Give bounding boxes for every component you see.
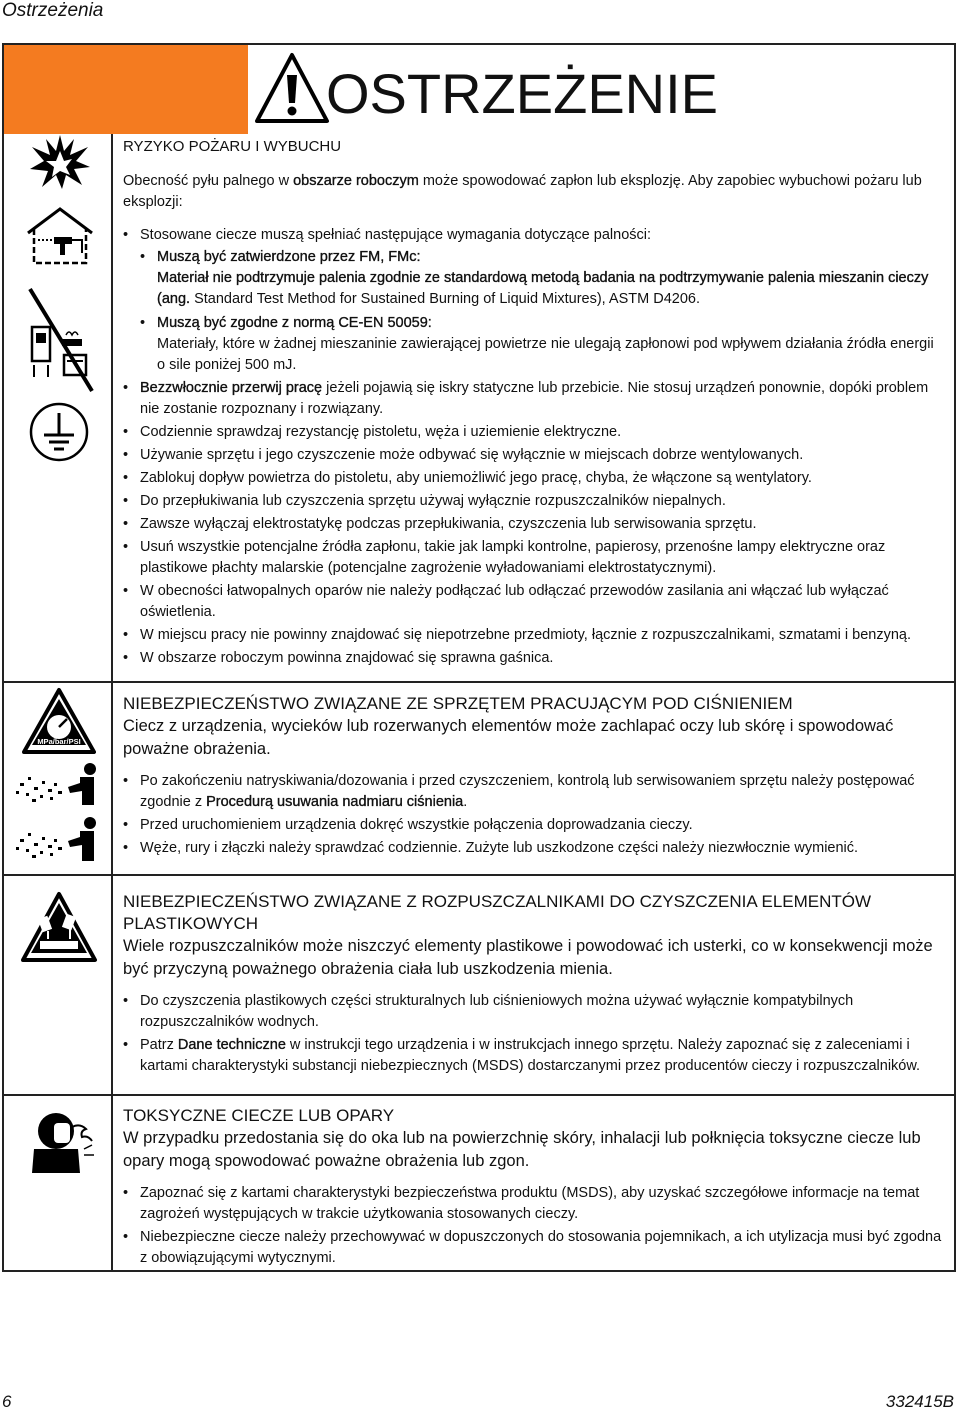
pressure-heading: NIEBEZPIECZEŃSTWO ZWIĄZANE ZE SPRZĘTEM PRACUJĄCYM POD CIŚNIENIEM [123,694,793,713]
solvent-list [123,991,943,1077]
sublist-title: • Muszą być zatwierdzone przez FM, FMc: [157,249,421,265]
toxic-list [123,1183,943,1269]
fire-section [123,137,943,671]
document-number: 332415B [885,1392,954,1411]
toxic-fumes-icon [24,1109,96,1175]
list-item [140,247,943,310]
list-item: • Zablokuj dopływ powietrza do pistoletu, aby uniemożliwić jego pracę, chyba, że włączone są wentylatory. [123,468,943,489]
corrosive-icon [20,891,98,963]
list-item: • Zapoznać się z kartami charakterystyki bezpieczeństwa produktu (MSDS), aby uzyskać szczegółowe informacje na temat zagrożeń występujących w trakcie użytkowania stosowanych cieczy. [123,1183,943,1225]
sublist-title: • Muszą być zgodne z normą CE-EN 50059: [157,315,432,331]
splash-hazard-icon [14,815,100,863]
spacer [123,213,943,225]
list-item: • W obszarze roboczym powinna znajdować się sprawna gaśnica. [123,648,943,669]
list-item [123,225,943,376]
sublist-text-part: Standard Test Method for Sustained Burning of Liquid Mixtures), ASTM D4206. [190,291,700,307]
list-item-text: Po zakończeniu natryskiwania/dozowania i przed czyszczeniem, kontrolą lub serwisowaniem sprzętu należy postępować zgodnie z [140,773,915,810]
list-item [123,771,943,813]
list-item: • Zawsze wyłączaj elektrostatykę podczas przepłukiwania, czyszczenia lub serwisowania sprzętu. [123,514,943,535]
warning-table [2,43,956,1272]
list-item [123,378,943,420]
list-item: • Codziennie sprawdzaj rezystancję pistoletu, węża i uziemienie elektryczne. [123,422,943,443]
icon-column-divider [111,134,113,1270]
toxic-heading: TOKSYCZNE CIECZE LUB OPARY [123,1106,395,1125]
list-item: • W obecności łatwopalnych oparów nie należy podłączać lub odłączać przewodów zasilania ani włączać lub wyłączać oświetlenia. [123,581,943,623]
running-header: Ostrzeżenia [2,0,104,21]
list-item: • Używanie sprzętu i jego czyszczenie może odbywać się wyłącznie w miejscach dobrze wentylowanych. [123,445,943,466]
technical-data-reference: Dane techniczne [177,1037,286,1053]
solvent-heading: NIEBEZPIECZEŃSTWO ZWIĄZANE Z ROZPUSZCZALNIKAMI DO CZYSZCZENIA ELEMENTÓW PLASTIKOWYCH [123,892,872,933]
warning-triangle-icon [254,51,330,125]
list-item-text: Patrz [140,1037,178,1053]
list-item-text: . [463,794,468,810]
pressure-unit-label: MPa/bar/PSI [37,737,81,746]
list-item-text: jeżeli pojawią się iskry statyczne lub przebicie. Nie stosuj urządzeń ponownie, dopóki problem nie zostanie rozpoznany i rozwiązany. [140,380,929,417]
list-item [140,313,943,376]
skin-injection-icon [14,761,100,807]
row-divider [4,1094,954,1096]
fire-lead [123,171,943,213]
toxic-section [123,1105,943,1271]
sublist-text [157,268,943,310]
house-spray-icon [24,205,96,267]
list-item [123,1035,943,1077]
fire-heading: RYZYKO POŻARU I WYBUCHU [123,138,342,155]
list-item: • Do czyszczenia plastikowych części strukturalnych lub ciśnieniowych można używać wyłącznie kompatybilnych rozpuszczalników wodnych. [123,991,943,1033]
list-item: • Przed uruchomieniem urządzenia dokręć wszystkie połączenia doprowadzania cieczy. [123,815,943,836]
list-item: • Do przepłukiwania lub czyszczenia sprzętu używaj wyłącznie rozpuszczalników niepalnych. [123,491,943,512]
pressure-relief-reference: Procedurą usuwania nadmiaru ciśnienia [206,794,464,810]
ground-icon [28,401,90,463]
solvent-section [123,891,943,1079]
no-ignition-sources-icon [26,285,98,397]
sublist-text: Materiały, które w żadnej mieszaninie zawierającej powietrze nie ulegają zapłonowi pod wpływem działania źródła energii o sile poniżej 500 mJ. [157,336,934,373]
list-item: • Węże, rury i złączki należy sprawdzać codziennie. Zużyte lub uszkodzone części należy niezwłocznie wymienić. [123,838,943,859]
solvent-lead: Wiele rozpuszczalników może niszczyć elementy plastikowe i powodować ich usterki, co w konsekwencji może być przyczyną poważnego obrażenia ciała lub uszkodzenia mienia. [123,937,933,978]
page-number: 6 [2,1392,12,1411]
list-item: • Niebezpieczne ciecze należy przechowywać w dopuszczonych do stosowania pojemnikach, a ich utylizacja musi być zgodna z obowiązującymi wytycznymi. [123,1227,943,1269]
list-item-text: Stosowane ciecze muszą spełniać następujące wymagania dotyczące palności: [140,227,652,243]
flammability-sublist [140,247,943,376]
sublist-text-part: Materiał nie podtrzymuje palenia zgodnie ze standardową metodą badania na podtrzymywanie palenia mieszanin cieczy (ang. [157,270,929,307]
pressure-list [123,771,943,859]
list-item-text: w instrukcji tego urządzenia i w instrukcjach innego sprzętu. Należy zapoznać się z zaleceniami i kartami charakterystyki substancji niebezpiecznych (MSDS) dostarczanymi przez producentów cieczy i rozpuszczalników. [140,1037,921,1074]
row-divider [4,681,954,683]
toxic-lead: W przypadku przedostania się do oka lub na powierzchnię skóry, inhalacji lub połknięcia toksyczne ciecze lub opary mogą spowodować poważne obrażenia lub zgon. [123,1129,921,1170]
work-area-term: obszarze roboczym [293,173,419,189]
row-divider [4,874,954,876]
list-item: • W miejscu pracy nie powinny znajdować się niepotrzebne przedmioty, łącznie z rozpuszczalnikami, szmatami i benzyną. [123,625,943,646]
fire-lead-text: Obecność pyłu palnego w [123,173,294,189]
explosion-icon [28,133,92,191]
warning-title: OSTRZEŻENIE [326,62,719,125]
fire-list [123,225,943,669]
pressure-gauge-icon [22,687,96,755]
list-item: • Usuń wszystkie potencjalne źródła zapłonu, takie jak lampki kontrolne, papierosy, przenośne lampy elektryczne oraz plastikowe płachty malarskie (potencjalne zagrożenie wyładowaniami elektrostatycznymi). [123,537,943,579]
pressure-section [123,693,943,861]
fire-lead-text: może spowodować zapłon lub eksplozję. Aby zapobiec wybuchowi pożaru lub eksplozji: [123,173,922,210]
list-item-emphasis: Bezzwłocznie przerwij pracę [140,380,323,396]
pressure-lead: Ciecz z urządzenia, wycieków lub rozerwanych elementów może zachlapać oczy lub skórę i spowodować poważne obrażenia. [123,717,894,758]
